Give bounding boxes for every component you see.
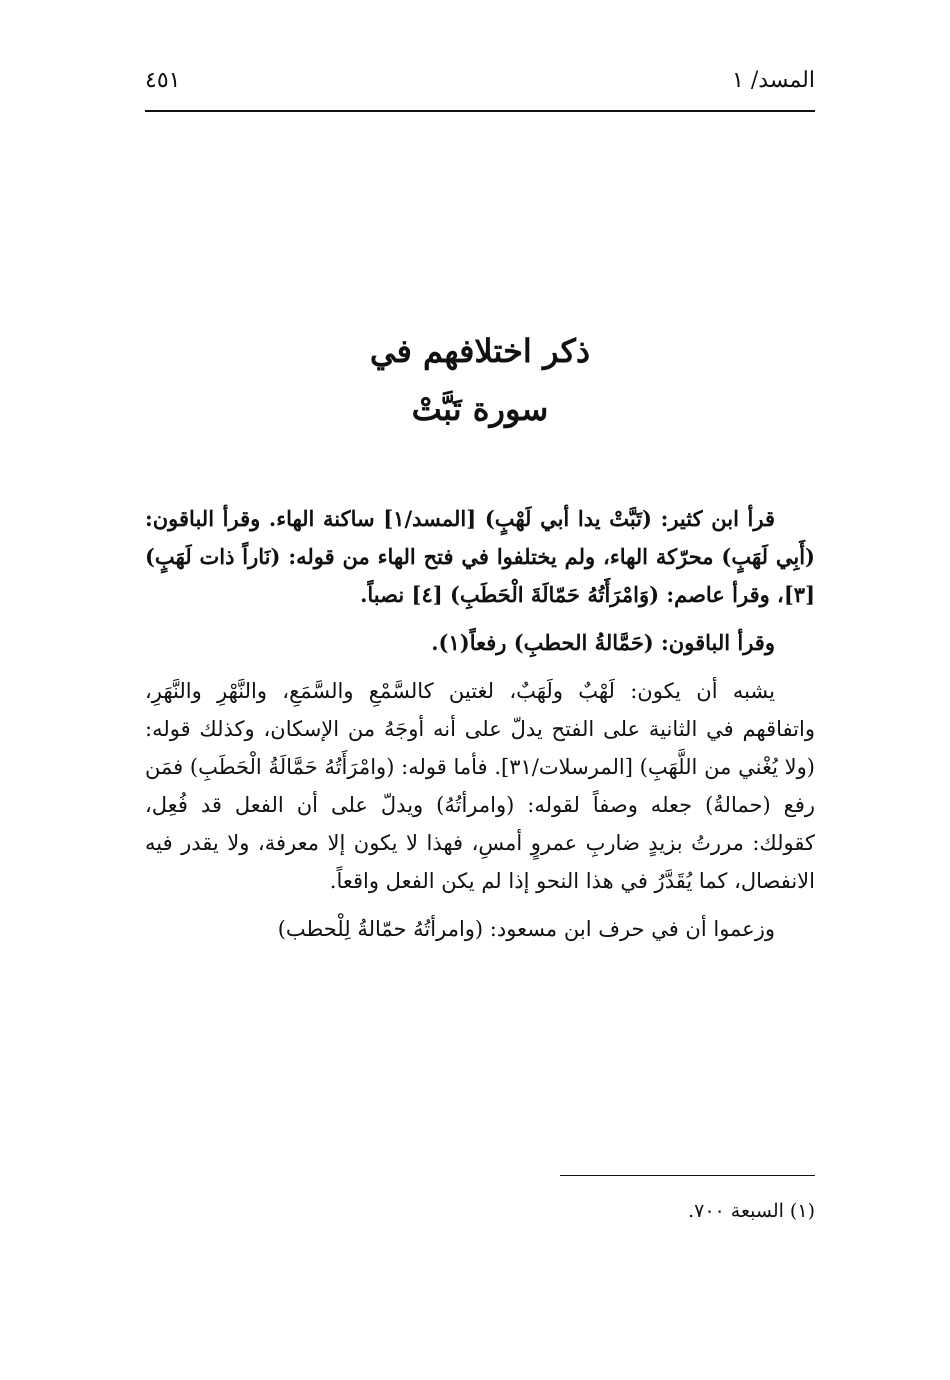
section-title-line-2: سورة تَبَّتْ xyxy=(411,390,549,428)
section-title xyxy=(145,322,815,438)
page-number: ٤٥١ xyxy=(145,67,181,93)
footnote-divider xyxy=(560,1175,815,1176)
running-title: المسد/ ١ xyxy=(732,67,815,93)
paragraph-1: قرأ ابن كثير: (تَبَّتْ يدا أبي لَهْبٍ) [المسد/١] ساكنة الهاء. وقرأ الباقون: (أَبِي لَهَبٍ) محرّكة الهاء، ولم يختلفوا في فتح الهاء من قوله: (نَاراً ذات لَهَبٍ) [٣]، وقرأ عاصم: (وَامْرَأَتُهُ حَمّالَةَ الْحَطَبِ) [٤] نصباً. xyxy=(145,506,815,607)
footnote: (١) السبعة ٧٠٠. xyxy=(688,1200,815,1222)
paragraph-4: وزعموا أن في حرف ابن مسعود: (وامرأتُهُ حمّالةُ لِلْحطب) xyxy=(277,917,775,941)
section-title-line-1: ذكر اختلافهم في xyxy=(369,332,591,370)
body-text xyxy=(145,500,815,958)
paragraph-2: وقرأ الباقون: (حَمَّالةُ الحطبِ) رفعاً(١). xyxy=(431,630,775,655)
page-header xyxy=(145,60,815,100)
header-divider xyxy=(145,110,815,112)
paragraph-3: يشبه أن يكون: لَهْبٌ ولَهَبٌ، لغتين كالسَّمْعِ والسَّمَعِ، والنَّهْرِ والنَّهَرِ، واتفاقهم في الثانية على الفتح يدلّ على أنه أوجَهُ من الإسكان، وكذلك قوله: (ولا يُغْني من اللَّهَبِ) [المرسلات/٣١]. فأما قوله: (وامْرَأَتُهُ حَمَّالَةُ الْحَطَبِ) فمَن رفع (حمالةُ) جعله وصفاً لقوله: (وامرأتُهُ) ويدلّ على أن الفعل قد فُعِل، كقولك: مررتُ بزيدٍ ضاربِ عمروٍ أمسِ، فهذا لا يكون إلا معرفة، ولا يقدر فيه الانفصال، كما يُقَدَّرُ في هذا النحو إذا لم يكن الفعل واقعاً. xyxy=(145,679,815,893)
